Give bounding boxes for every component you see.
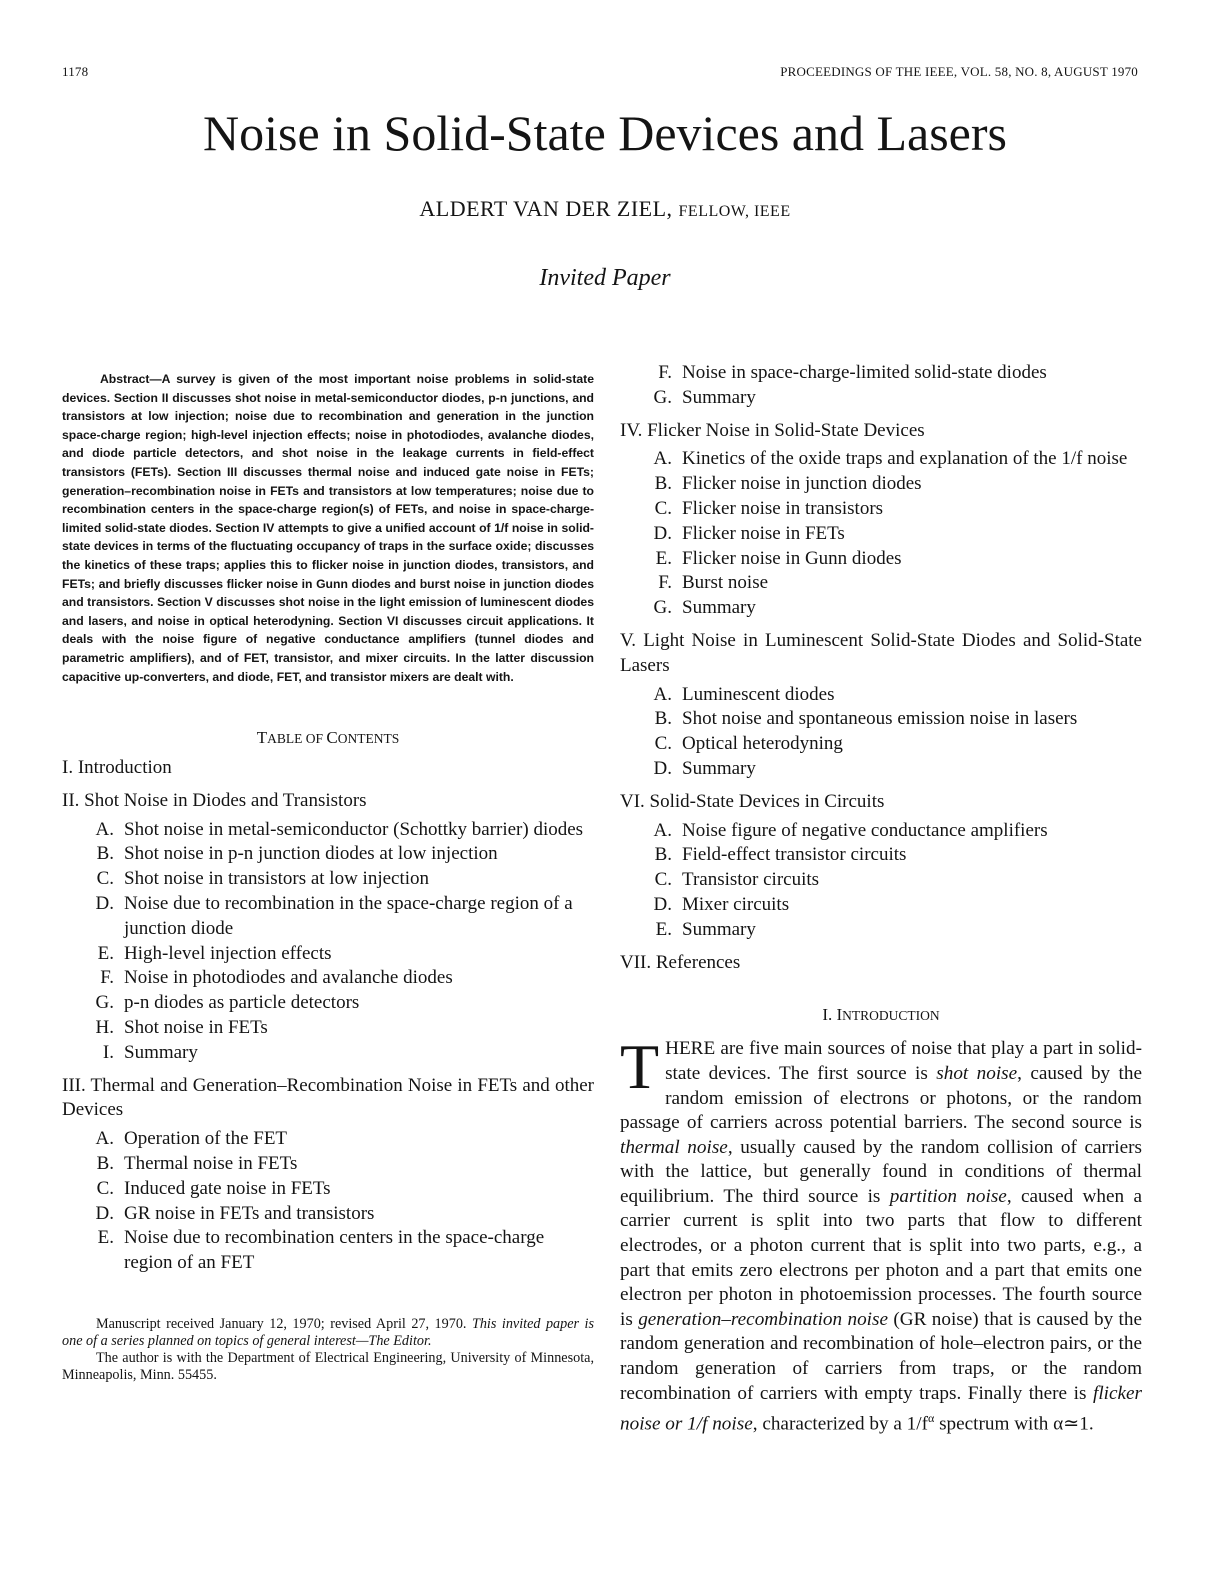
toc-item-letter: B. bbox=[96, 843, 114, 865]
toc-item bbox=[62, 818, 594, 843]
toc-item-text: Flicker noise in FETs bbox=[682, 522, 845, 544]
toc-item-text: Summary bbox=[682, 386, 756, 408]
footnote-affiliation: The author is with the Department of Electrical Engineering, University of Minnesota, Minneapolis, Minn. 55455. bbox=[62, 1350, 594, 1384]
toc-item bbox=[620, 386, 1142, 411]
toc-item-text: Summary bbox=[124, 1041, 198, 1063]
toc-item-text: Summary bbox=[682, 597, 756, 619]
toc-item-letter: E. bbox=[97, 942, 114, 964]
toc-item-text: Noise due to recombination in the space-charge region of a junction diode bbox=[124, 893, 573, 939]
toc-subsection-list bbox=[62, 818, 594, 1066]
toc-item-letter: A. bbox=[653, 819, 672, 841]
abstract: Abstract—A survey is given of the most important noise problems in solid-state devices. Section II discusses shot noise in metal-semiconductor diodes, p-n junctions, and transistors at low injection; noise due to recombination and generation in the junction space-charge region; high-level injection effects; noise in photodiodes, avalanche diodes, and diode particle detectors, and shot noise in the leakage currents in field-effect transistors (FETs). Section III discusses thermal noise and induced gate noise in FETs; generation–recombination noise in FETs and transistors at low temperatures; noise due to recombination centers in the space-charge region(s) of FETs, and noise in space-charge-limited solid-state diodes. Section IV attempts to give a unified account of 1/f noise in solid-state devices in terms of the fluctuating occupancy of traps in the surface oxide; discusses the kinetics of these traps; applies this to flicker noise in junction diodes, transistors, and FETs; and briefly discusses flicker noise in Gunn diodes and burst noise in junction diodes and transistors. Section V discusses shot noise in the light emission of luminescent diodes and lasers, and noise in optical heterodyning. Section VI discusses circuit applications. It deals with the noise figure of negative conductance amplifiers (tunnel diodes and parametric amplifiers), and of FET, transistor, and mixer circuits. In the latter discussion capacitive up-converters, and diode, FET, and transistor mixers are dealt with. bbox=[62, 372, 594, 684]
toc-section-title: I. Introduction bbox=[62, 757, 172, 779]
toc-item-letter: A. bbox=[95, 818, 114, 840]
toc-item-text: Summary bbox=[682, 918, 756, 940]
toc-item bbox=[620, 472, 1142, 497]
toc-section-title: IV. Flicker Noise in Solid-State Devices bbox=[620, 419, 925, 441]
toc-item-text: High-level injection effects bbox=[124, 942, 332, 964]
toc-item bbox=[620, 843, 1142, 868]
toc-item-letter: A. bbox=[653, 448, 672, 470]
toc-item bbox=[62, 1177, 594, 1202]
toc-item-letter: B. bbox=[654, 473, 672, 495]
toc-item-letter: C. bbox=[654, 869, 672, 891]
toc-item-text: Field-effect transistor circuits bbox=[682, 844, 907, 866]
paper-type: Invited Paper bbox=[539, 265, 671, 291]
toc-item bbox=[62, 1127, 594, 1152]
toc-item bbox=[62, 892, 594, 942]
toc-item bbox=[62, 942, 594, 967]
toc-section-title: VI. Solid-State Devices in Circuits bbox=[620, 790, 885, 812]
toc-item bbox=[62, 1016, 594, 1041]
footnote bbox=[62, 1316, 594, 1384]
toc-item bbox=[620, 447, 1142, 472]
toc-item bbox=[62, 1226, 594, 1276]
toc-item-text: Burst noise bbox=[682, 572, 769, 594]
toc-item-text: Induced gate noise in FETs bbox=[124, 1177, 331, 1199]
toc-item bbox=[620, 868, 1142, 893]
toc-item bbox=[620, 683, 1142, 708]
toc-item-text: Flicker noise in junction diodes bbox=[682, 473, 922, 495]
toc-item bbox=[62, 1202, 594, 1227]
toc-item-letter: B. bbox=[654, 708, 672, 730]
toc-item-letter: A. bbox=[653, 683, 672, 705]
toc-item-letter: B. bbox=[96, 1153, 114, 1175]
toc-item bbox=[62, 966, 594, 991]
toc-item-text: Shot noise in p-n junction diodes at low injection bbox=[124, 843, 498, 865]
toc-right bbox=[620, 419, 1142, 976]
right-column bbox=[620, 361, 1142, 1437]
toc-item bbox=[620, 732, 1142, 757]
toc-item-text: Noise in photodiodes and avalanche diodes bbox=[124, 967, 453, 989]
introduction-paragraph: THERE are five main sources of noise that play a part in solid-state devices. The first source is shot noise, caused by the random emission of electrons or photons, or the random passage of carriers across potential barriers. The second source is thermal noise, usually caused by the random collision of carriers with the lattice, but generally found in conditions of thermal equilibrium. The third source is partition noise, caused when a carrier current is split into two parts that flow to different electrodes, or a photon current that is split into two parts, e.g., a part that emits zero electrons per photon and a part that emits one electron per photon in photoemission processes. The fourth source is generation–recombination noise (GR noise) that is caused by the random generation and recombination of hole–electron pairs, or the random generation of carriers from traps, or the random recombination of carriers with empty traps. Finally there is flicker noise or 1/f noise, characterized by a $1/f^\alpha$ spectrum with α≃1. bbox=[620, 1031, 1142, 1435]
toc-item-letter: I. bbox=[102, 1041, 114, 1063]
toc-item-letter: F. bbox=[100, 967, 114, 989]
toc-item bbox=[620, 361, 1142, 386]
toc-item bbox=[620, 596, 1142, 621]
toc-item bbox=[62, 867, 594, 892]
toc-item-text: Noise in space-charge-limited solid-state diodes bbox=[682, 362, 1047, 383]
toc-item-text: Operation of the FET bbox=[124, 1128, 288, 1150]
toc-item bbox=[620, 547, 1142, 572]
toc-item bbox=[620, 571, 1142, 596]
toc-item-text: Flicker noise in Gunn diodes bbox=[682, 547, 902, 569]
toc-item bbox=[62, 1041, 594, 1066]
paper-title: Noise in Solid-State Devices and Lasers bbox=[203, 105, 1007, 161]
toc-section-title: VII. References bbox=[620, 951, 741, 973]
toc-item-text: Noise due to recombination centers in the space-charge region of an FET bbox=[124, 1227, 545, 1274]
footnote-received: Manuscript received January 12, 1970; revised April 27, 1970. This invited paper is one of a series planned on topics of general interest—The Editor. bbox=[62, 1316, 595, 1350]
toc-item bbox=[620, 497, 1142, 522]
toc-item-letter: C. bbox=[654, 733, 672, 755]
toc-subsection-list bbox=[62, 1127, 594, 1276]
toc-item bbox=[620, 819, 1142, 844]
toc-item-text: Summary bbox=[682, 757, 756, 779]
toc-item bbox=[620, 707, 1142, 732]
toc-item bbox=[62, 1152, 594, 1177]
toc-subsection-list bbox=[620, 683, 1142, 782]
toc-item-letter: D. bbox=[653, 893, 672, 915]
toc-item-text: GR noise in FETs and transistors bbox=[124, 1202, 375, 1224]
author-line bbox=[0, 196, 1210, 222]
toc-item-letter: B. bbox=[654, 844, 672, 866]
toc-subsection-list bbox=[620, 447, 1142, 621]
toc-item-letter: D. bbox=[653, 522, 672, 544]
toc-item-text: Kinetics of the oxide traps and explanation of the 1/f noise bbox=[682, 448, 1128, 470]
toc-continuation bbox=[620, 361, 1142, 411]
toc-item-letter: H. bbox=[95, 1017, 114, 1039]
toc-left bbox=[62, 756, 594, 1276]
toc-item-letter: G. bbox=[653, 386, 672, 408]
page-number: 1178 bbox=[62, 64, 89, 79]
toc-item-text: Shot noise in transistors at low injection bbox=[124, 868, 430, 890]
toc-item-text: Luminescent diodes bbox=[682, 683, 835, 705]
toc-item bbox=[620, 918, 1142, 943]
toc-item bbox=[62, 991, 594, 1016]
toc-item-letter: D. bbox=[95, 893, 114, 915]
toc-item-letter: F. bbox=[658, 572, 672, 594]
toc-subsection-list bbox=[620, 819, 1142, 943]
toc-item-text: Shot noise in FETs bbox=[124, 1017, 268, 1039]
left-column bbox=[62, 370, 594, 1384]
toc-item bbox=[620, 757, 1142, 782]
toc-item-letter: G. bbox=[653, 597, 672, 619]
toc-item-letter: E. bbox=[655, 547, 672, 569]
toc-item-letter: D. bbox=[95, 1202, 114, 1224]
toc-item-text: Transistor circuits bbox=[682, 869, 820, 891]
toc-section-title: III. Thermal and Generation–Recombination Noise in FETs and other Devices bbox=[62, 1074, 594, 1121]
toc-item-text: Optical heterodyning bbox=[682, 733, 843, 755]
toc-item-text: Shot noise in metal-semiconductor (Schottky barrier) diodes bbox=[124, 818, 584, 840]
toc-item-letter: A. bbox=[95, 1128, 114, 1150]
toc-item-text: p-n diodes as particle detectors bbox=[124, 992, 360, 1014]
toc-item-text: Flicker noise in transistors bbox=[682, 497, 884, 519]
drop-cap: T bbox=[620, 1031, 660, 1103]
toc-item bbox=[620, 893, 1142, 918]
toc-item-letter: D. bbox=[653, 757, 672, 779]
toc-item-text: Thermal noise in FETs bbox=[124, 1153, 298, 1175]
toc-item-text: Noise figure of negative conductance amplifiers bbox=[682, 819, 1048, 841]
toc-section-title: II. Shot Noise in Diodes and Transistors bbox=[62, 789, 367, 811]
toc-item bbox=[62, 842, 594, 867]
toc-item-text: Shot noise and spontaneous emission noise in lasers bbox=[682, 708, 1078, 730]
toc-item-letter: E. bbox=[97, 1227, 114, 1249]
toc-item-text: Mixer circuits bbox=[682, 893, 790, 915]
introduction-heading: I. INTRODUCTION bbox=[822, 1005, 940, 1025]
toc-item-letter: C. bbox=[654, 497, 672, 519]
toc-item-letter: C. bbox=[96, 1177, 114, 1199]
toc-item-letter: C. bbox=[96, 868, 114, 890]
toc-heading: TABLE OF CONTENTS bbox=[256, 728, 400, 748]
toc-item-letter: E. bbox=[655, 918, 672, 940]
journal-header: PROCEEDINGS OF THE IEEE, VOL. 58, NO. 8, AUGUST 1970 bbox=[780, 64, 1138, 79]
toc-item bbox=[620, 522, 1142, 547]
author-name: ALDERT VAN DER ZIEL, bbox=[419, 196, 673, 221]
toc-item-letter: F. bbox=[658, 362, 672, 383]
toc-section-title: V. Light Noise in Luminescent Solid-State Diodes and Solid-State Lasers bbox=[620, 629, 1142, 676]
author-fellow: FELLOW, IEEE bbox=[678, 203, 791, 220]
toc-item-letter: G. bbox=[95, 992, 114, 1014]
